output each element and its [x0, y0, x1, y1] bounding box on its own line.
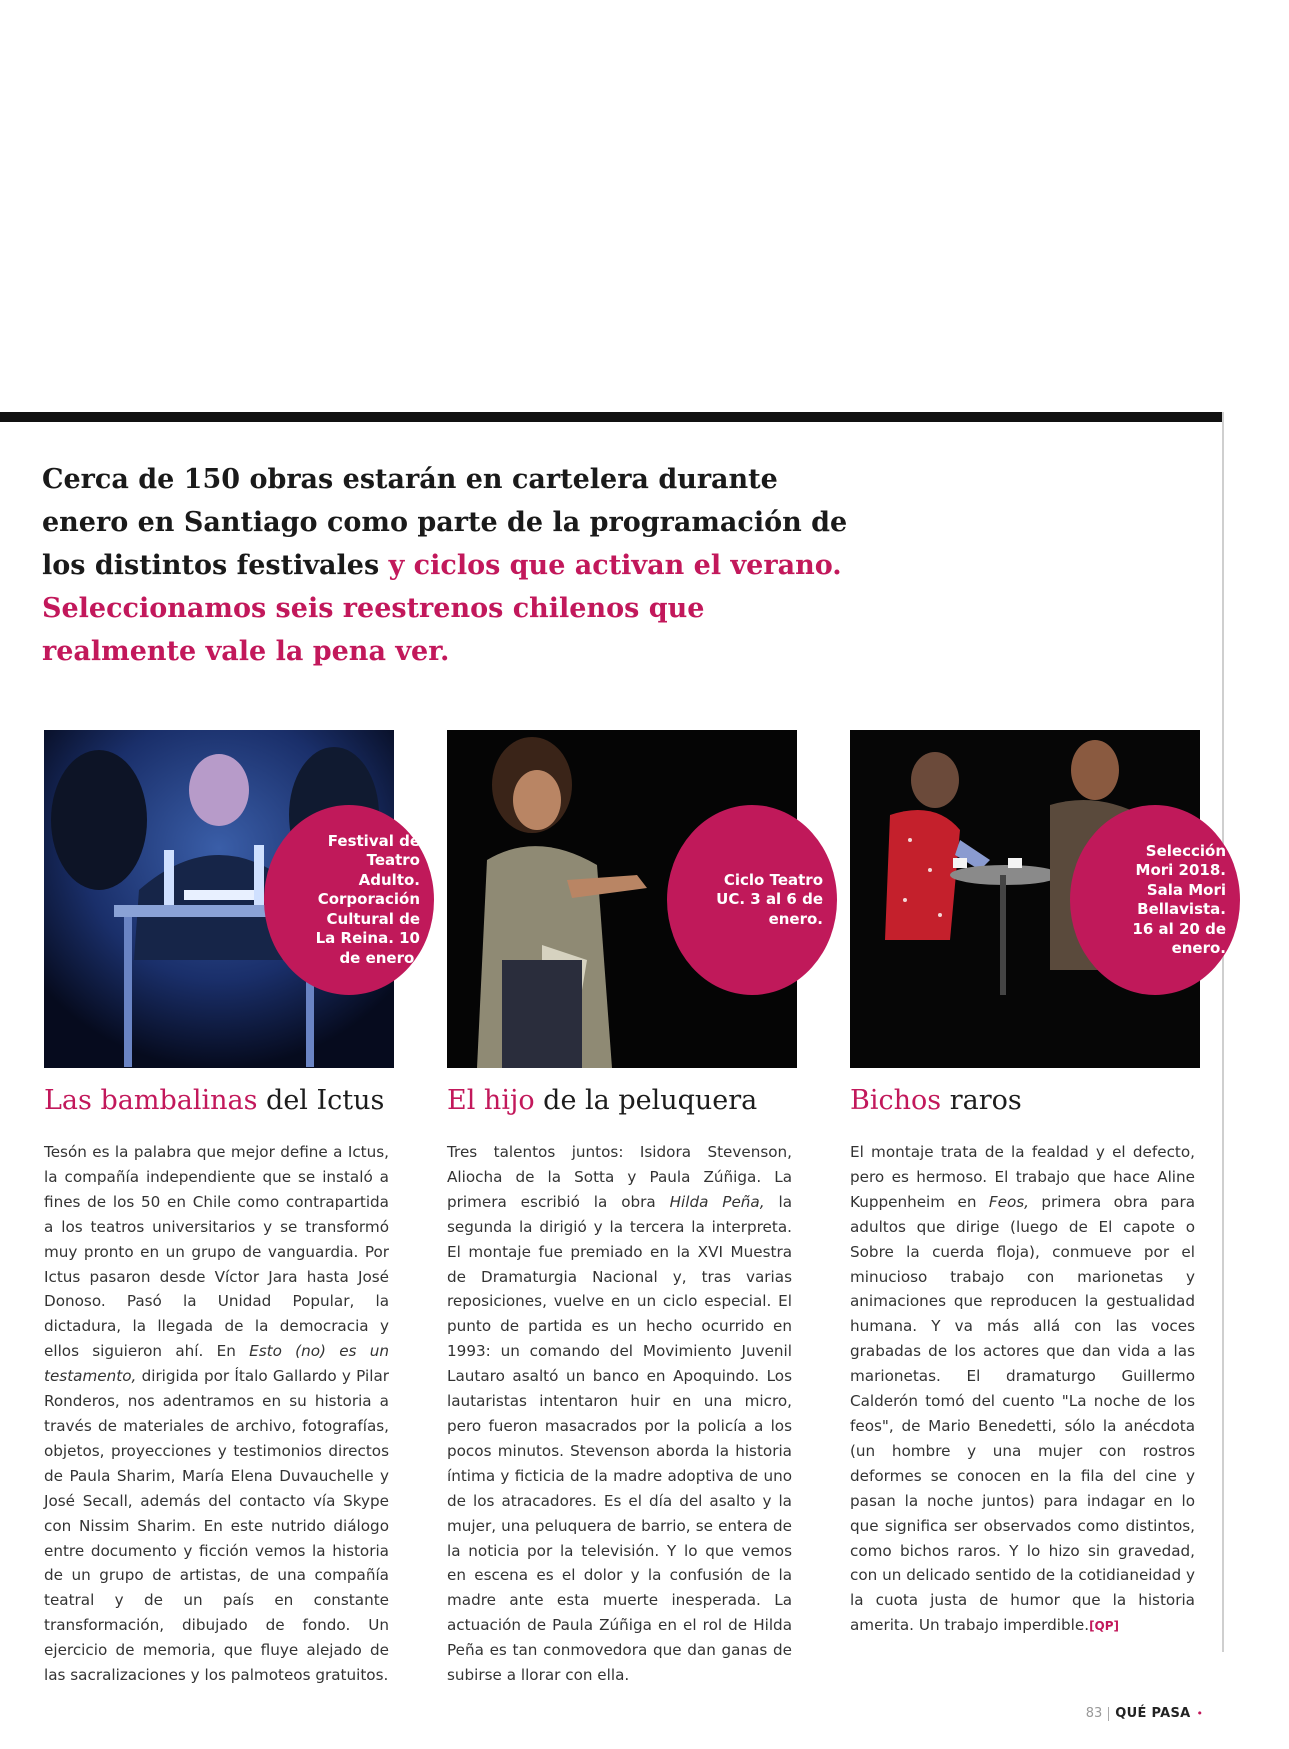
venue-badge: Ciclo Teatro UC. 3 al 6 de enero.	[667, 805, 837, 995]
article-body-hijo-peluquera: Tres talentos juntos: Isidora Stevenson, Aliocha de la Sotta y Paula Zúñiga. La primera escribió la obra Hilda Peña, la segunda la dirigió y la tercera la interpreta. El montaje fue premiado en la XVI Muestra de Dramaturgia Nacional y, tras varias reposiciones, vuelve en un ciclo especial. El punto de partida es un hecho ocurrido en 1993: un comando del Movimiento Juvenil Lautaro asaltó un banco en Apoquindo. Los lautaristas intentaron huir en una micro, pero fueron masacrados por la policía a los pocos minutos. Stevenson aborda la historia íntima y ficticia de la madre adoptiva de uno de los atracadores. Es el día del asalto y la mujer, una peluquera de barrio, se entera de la noticia por la televisión. Y lo que vemos en escena es el dolor y la confusión de la madre ante esta muerte inesperada. La actuación de Paula Zúñiga en el rol de Hilda Peña es tan conmovedora que dan ganas de subirse a llorar con ella.	[447, 1143, 792, 1685]
photo-ictus	[44, 730, 420, 1068]
intro-lead	[42, 458, 862, 673]
footer-divider	[1108, 1707, 1109, 1721]
footer-bullet: •	[1196, 1707, 1203, 1720]
article-title-ictus: Las bambalinas del Ictus	[44, 1085, 385, 1116]
page-footer	[1086, 1706, 1203, 1721]
photo-hijo-peluquera	[447, 730, 823, 1068]
article-body-bichos-raros: El montaje trata de la fealdad y el defecto, pero es hermoso. El trabajo que hace Aline Kuppenheim en Feos, primera obra para adultos que dirige (luego de El capote o Sobre la cuerda floja), conmueve por el minucioso trabajo con marionetas y animaciones que reproducen la gestualidad humana. Y va más allá con las voces grabadas de los actores que dan vida a las marionetas. El dramaturgo Guillermo Calderón tomó del cuento "La noche de los feos", de Mario Benedetti, sólo la anécdota (un hombre y una mujer con rostros deformes se conocen en la fila del cine y pasan la noche juntos) para indagar en lo que significa ser observados como distintos, como bichos raros. Y lo hizo sin gravedad, con un delicado sentido de la cotidianeidad y la cuota justa de humor que la historia amerita. Un trabajo imperdible.[QP]	[850, 1143, 1195, 1635]
venue-badge: Selección Mori 2018. Sala Mori Bellavista. 16 al 20 de enero.	[1070, 805, 1240, 995]
intro-lead-accent: y ciclos que activan el verano. Seleccionamos seis reestrenos chilenos que realmente vale la pena ver.	[42, 550, 842, 667]
intro-lead-text: Cerca de 150 obras estarán en cartelera durante enero en Santiago como parte de la programación de los distintos festivales	[42, 464, 848, 581]
end-mark: [QP]	[1089, 1619, 1120, 1634]
article-body-ictus: Tesón es la palabra que mejor define a Ictus, la compañía independiente que se instaló a fines de los 50 en Chile como contrapartida a los teatros universitarios y se transformó muy pronto en un grupo de vanguardia. Por Ictus pasaron desde Víctor Jara hasta José Donoso. Pasó la Unidad Popular, la dictadura, la llegada de la democracia y ellos siguieron ahí. En Esto (no) es un testamento, dirigida por Ítalo Gallardo y Pilar Ronderos, nos adentramos en su historia a través de materiales de archivo, fotografías, objetos, proyecciones y testimonios directos de Paula Sharim, María Elena Duvauchelle y José Secall, además del contacto vía Skype con Nissim Sharim. En este nutrido diálogo entre documento y ficción vemos la historia de un grupo de artistas, de una compañía teatral y de un país en constante transformación, dibujado de fondo. Un ejercicio de memoria, que fluye alejado de las sacralizaciones y los palmoteos gratuitos.	[44, 1143, 390, 1685]
photo-bichos-raros	[850, 730, 1226, 1068]
magazine-name: QUÉ PASA	[1115, 1706, 1191, 1721]
page-number: 83	[1085, 1706, 1103, 1721]
venue-badge: Festival de Teatro Adulto. Corporación Cultural de La Reina. 10 de enero.	[264, 805, 434, 995]
article-title-hijo-peluquera: El hijo de la peluquera	[447, 1085, 758, 1116]
right-column-rule	[1222, 412, 1224, 1652]
top-rule	[0, 412, 1222, 422]
article-title-bichos-raros: Bichos raros	[850, 1085, 1022, 1116]
